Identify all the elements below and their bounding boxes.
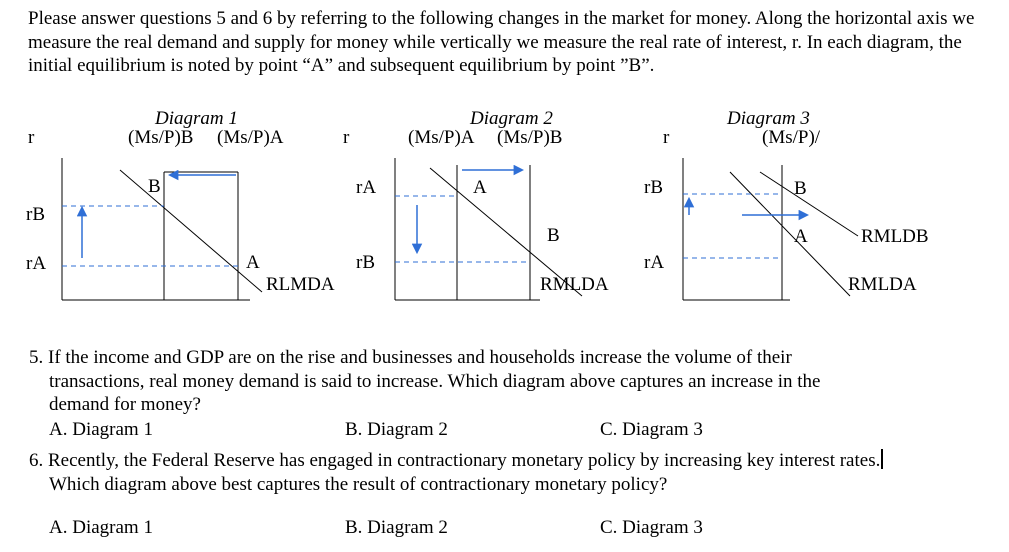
instructions-paragraph: Please answer questions 5 and 6 by referring to the following changes in the market for money. Along the horizontal axis we measure the real demand and supply for money while vertically we measure the real rate of interest, r. In each diagram, the initial equilibrium is noted by point “A” and subsequent equilibrium by point ”B”. [28,8,975,76]
diagram-1-supply-a-label: (Ms/P)A [217,127,284,148]
question-5 [29,346,989,417]
diagram-1-title: Diagram 1 [155,108,238,129]
diagram-3-curve-a-label: RMLDA [848,274,917,295]
diagram-3 [644,108,929,300]
diagram-1-curve-label: RLMDA [266,274,335,295]
diagram-3-point-a: A [794,226,808,247]
question-6-option-a[interactable]: A. Diagram 1 [49,517,153,538]
diagram-2-supply-a-label: (Ms/P)A [408,127,475,148]
diagram-1-axis-r-label: r [28,127,35,148]
question-5-line-3: demand for money? [49,394,201,415]
diagram-2 [343,108,609,300]
diagram-2-ra-label: rA [356,177,377,198]
diagram-3-demand-b-curve [760,172,858,236]
question-6 [29,449,1004,496]
diagram-2-axis-r-label: r [343,127,350,148]
question-6-line-2: Which diagram above best captures the result of contractionary monetary policy? [49,473,668,495]
diagram-2-rb-label: rB [356,252,375,273]
diagram-1-point-b: B [148,176,161,197]
diagram-3-supply-label: (Ms/P)/ [762,127,821,148]
diagram-3-rb-label: rB [644,177,663,198]
question-5-option-a[interactable]: A. Diagram 1 [49,419,153,440]
question-5-line-1: 5. If the income and GDP are on the rise and businesses and households increase the volume of their [29,347,792,368]
diagram-3-demand-a-curve [730,172,850,296]
diagram-1-supply-b-label: (Ms/P)B [128,127,194,148]
question-6-option-b[interactable]: B. Diagram 2 [345,517,448,538]
diagram-1-rb-label: rB [26,204,45,225]
diagram-3-title: Diagram 3 [727,108,810,129]
question-6-option-c[interactable]: C. Diagram 3 [600,517,703,538]
question-5-line-2: transactions, real money demand is said to increase. Which diagram above captures an increase in the [49,370,821,392]
text-cursor [881,449,883,469]
diagram-2-title: Diagram 2 [470,108,553,129]
diagram-1-ra-label: rA [26,253,47,274]
diagram-1-demand-curve [120,170,262,292]
diagram-3-ra-label: rA [644,252,665,273]
money-market-diagrams [0,100,1009,315]
diagram-1 [26,108,335,300]
diagram-2-point-a: A [473,177,487,198]
question-6-line-1: 6. Recently, the Federal Reserve has engaged in contractionary monetary policy by increasing key interest rates. [29,449,1004,473]
question-5-option-b[interactable]: B. Diagram 2 [345,419,448,440]
diagram-3-curve-b-label: RMLDB [861,226,929,247]
diagram-2-curve-label: RMLDA [540,274,609,295]
question-5-option-c[interactable]: C. Diagram 3 [600,419,703,440]
diagram-2-point-b: B [547,225,560,246]
diagram-3-point-b: B [794,178,807,199]
diagram-3-axis-r-label: r [663,127,670,148]
diagram-1-point-a: A [246,252,260,273]
diagram-2-supply-b-label: (Ms/P)B [497,127,563,148]
